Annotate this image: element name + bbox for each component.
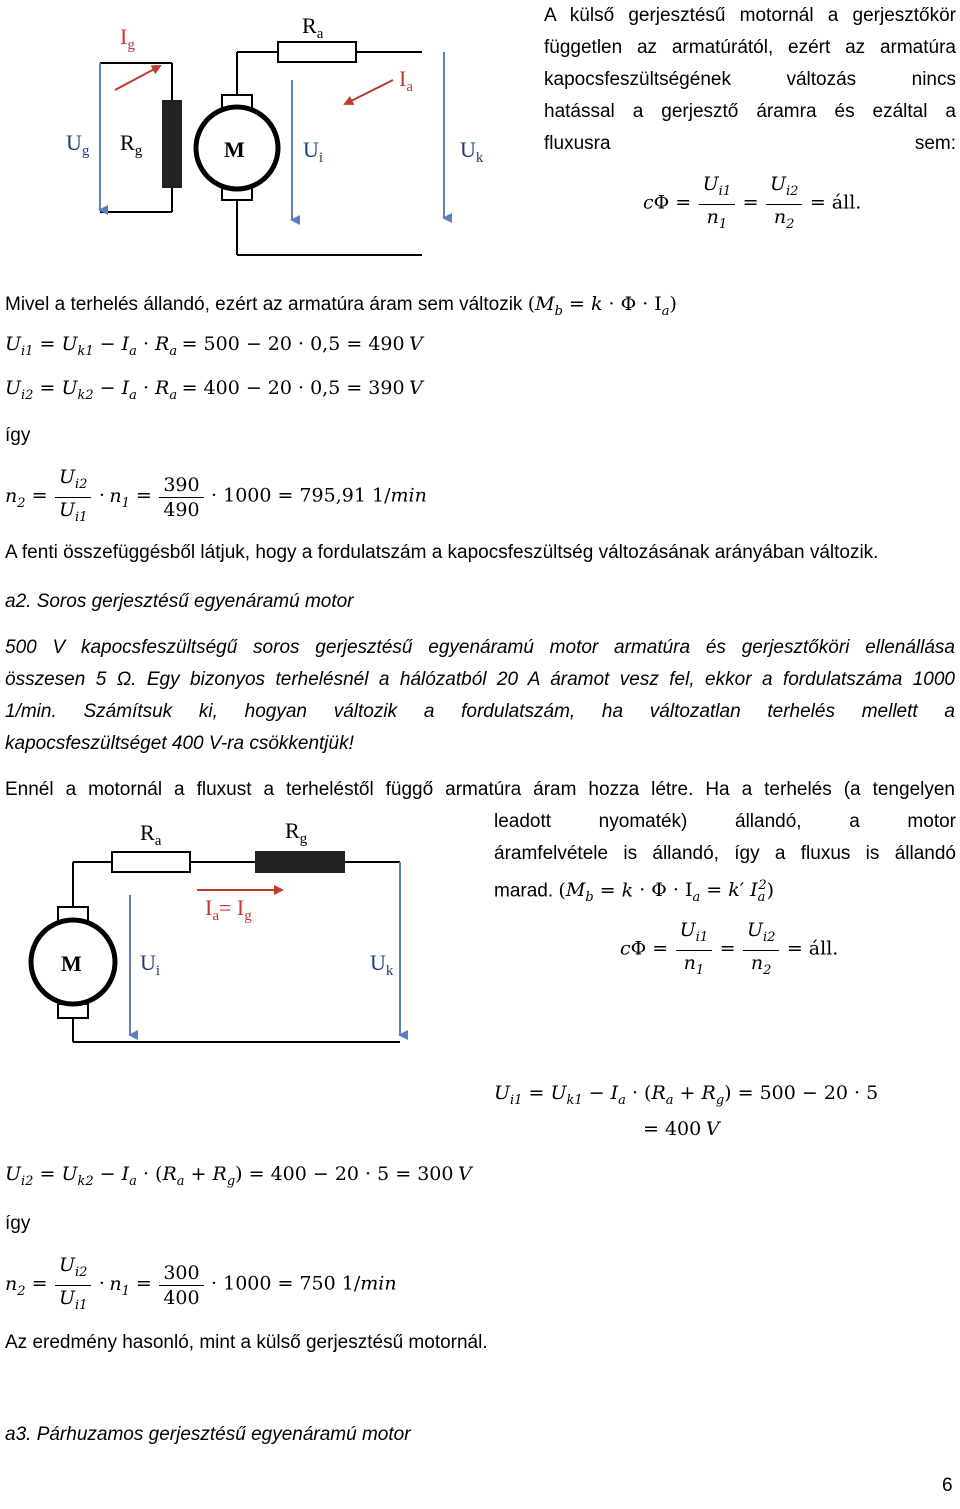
text-right-line: marad. ($M_b = k \cdot \Phi \cdot I_a = k'$ $I_a^2$) [494,878,775,906]
intro-paragraph [544,0,956,160]
intro-line: A külső gerjesztésű motornál a gerjesztőkör [544,5,956,26]
circuit-diagram-1 [0,0,540,270]
equation-ui1: $U_{i1} = U_{k1} - I_a \cdot R_a = 500 - 20 \cdot 0,5 = 490$ V [5,333,423,359]
equation-n2-section2: $n_2$ = $\frac{U_{i2}}{U_{i1}}$ · $n_1$ = $\frac{300}{400}$ · 1000 = 750 1/min [5,1254,397,1313]
label-ui: $U_i$ [303,137,324,166]
equation-n2-section1: $n_2$ = $\frac{U_{i2}}{U_{i1}}$ · $n_1$ = $\frac{390}{490}$ · 1000 = 795,91 1/min [5,466,427,525]
ia-arrow [345,80,393,104]
const-flux-formula-1: cΦ = $\frac{U_{i1}}{n_1}$ = $\frac{U_{i2}}{n_2}$ = áll. [643,173,862,232]
resistor-ra [278,42,356,62]
section2-problem [5,632,955,760]
label-ig: $I_g$ [120,24,135,53]
equation-ui1-section2-cont: = 400 V [643,1118,720,1140]
label-uk-2: $U_k$ [370,950,394,979]
equation-ui1-section2: $U_{i1} = U_{k1} - I_a \cdot (R_a + R_g) = 500 - 20 \cdot 5$ [494,1082,879,1108]
label-ra-2: $R_a$ [140,820,162,849]
problem-line: 1/min. Számítsuk ki, hogyan változik a fordulatszám, ha változatlan terhelés mellett a [5,701,955,722]
resistor-rg [162,100,182,188]
const-flux-formula-2: cΦ = $\frac{U_{i1}}{n_1}$ = $\frac{U_{i2}}{n_2}$ = áll. [620,919,839,978]
intro-line: kapocsfeszültségének változás nincs [544,69,956,90]
igy-label-2: így [5,1213,31,1234]
label-ui-2: $U_i$ [140,950,161,979]
problem-line: összesen 5 Ω. Egy bizonyos terhelésnél a hálózatból 20 A áramot vesz fel, ekkor a fordulatszáma 1000 [5,669,955,690]
label-ug: $U_g$ [66,130,90,159]
intro-line: független az armatúrától, ezért az armatúra [544,37,956,58]
text-right-line: leadott nyomaték) állandó, a motor [494,811,956,832]
load-sentence: Mivel a terhelés állandó, ezért az armatúra áram sem változik $(M_b = k \cdot \Phi \cdot I_a)$ [5,293,677,319]
section1-conclusion: A fenti összefüggésből látjuk, hogy a fordulatszám a kapocsfeszültség változásának arányában változik. [5,542,879,563]
equation-ui2-section2: $U_{i2} = U_{k2} - I_a \cdot (R_a + R_g) = 400 - 20 \cdot 5 = 300$ V [5,1163,472,1189]
label-ra: $R_a$ [302,13,324,42]
label-rg: $R_g$ [120,130,143,159]
problem-line: kapocsfeszültséget 400 V-ra csökkentjük! [5,733,354,754]
page-number: 6 [942,1475,953,1496]
section2-text-line1: Ennél a motornál a fluxust a terheléstől függő armatúra áram hozza létre. Ha a terhelés (a tengelyen [5,779,955,800]
circuit-diagram-2 [0,810,490,1060]
igy-label-1: így [5,425,31,446]
label-uk: $U_k$ [460,137,484,166]
label-ia: $I_a$ [399,66,413,95]
section2-result: Az eredmény hasonló, mint a külső gerjesztésű motornál. [5,1332,488,1353]
problem-line: 500 V kapocsfeszültségű soros gerjesztésű egyenáramú motor armatúra és gerjesztőköri ellenállása [5,637,955,658]
label-rg-2: $R_g$ [285,818,308,847]
label-motor: M [224,137,245,162]
intro-line: fluxusra sem: [544,133,956,154]
resistor-rg-2 [255,851,345,873]
equation-ui2: $U_{i2} = U_{k2} - I_a \cdot R_a = 400 - 20 \cdot 0,5 = 390$ V [5,377,423,403]
section2-text-right [494,806,956,914]
section2-heading: a2. Soros gerjesztésű egyenáramú motor [5,591,354,612]
text-right-line: áramfelvétele is állandó, így a fluxus is állandó [494,843,956,864]
label-motor-2: M [61,951,82,976]
intro-line: hatással a gerjesztő áramra és ezáltal a [544,101,956,122]
section3-heading: a3. Párhuzamos gerjesztésű egyenáramú motor [5,1424,411,1445]
resistor-ra-2 [112,852,190,872]
ig-arrow [115,66,160,90]
label-ia-ig-2: $I_a= I_g$ [205,895,252,924]
